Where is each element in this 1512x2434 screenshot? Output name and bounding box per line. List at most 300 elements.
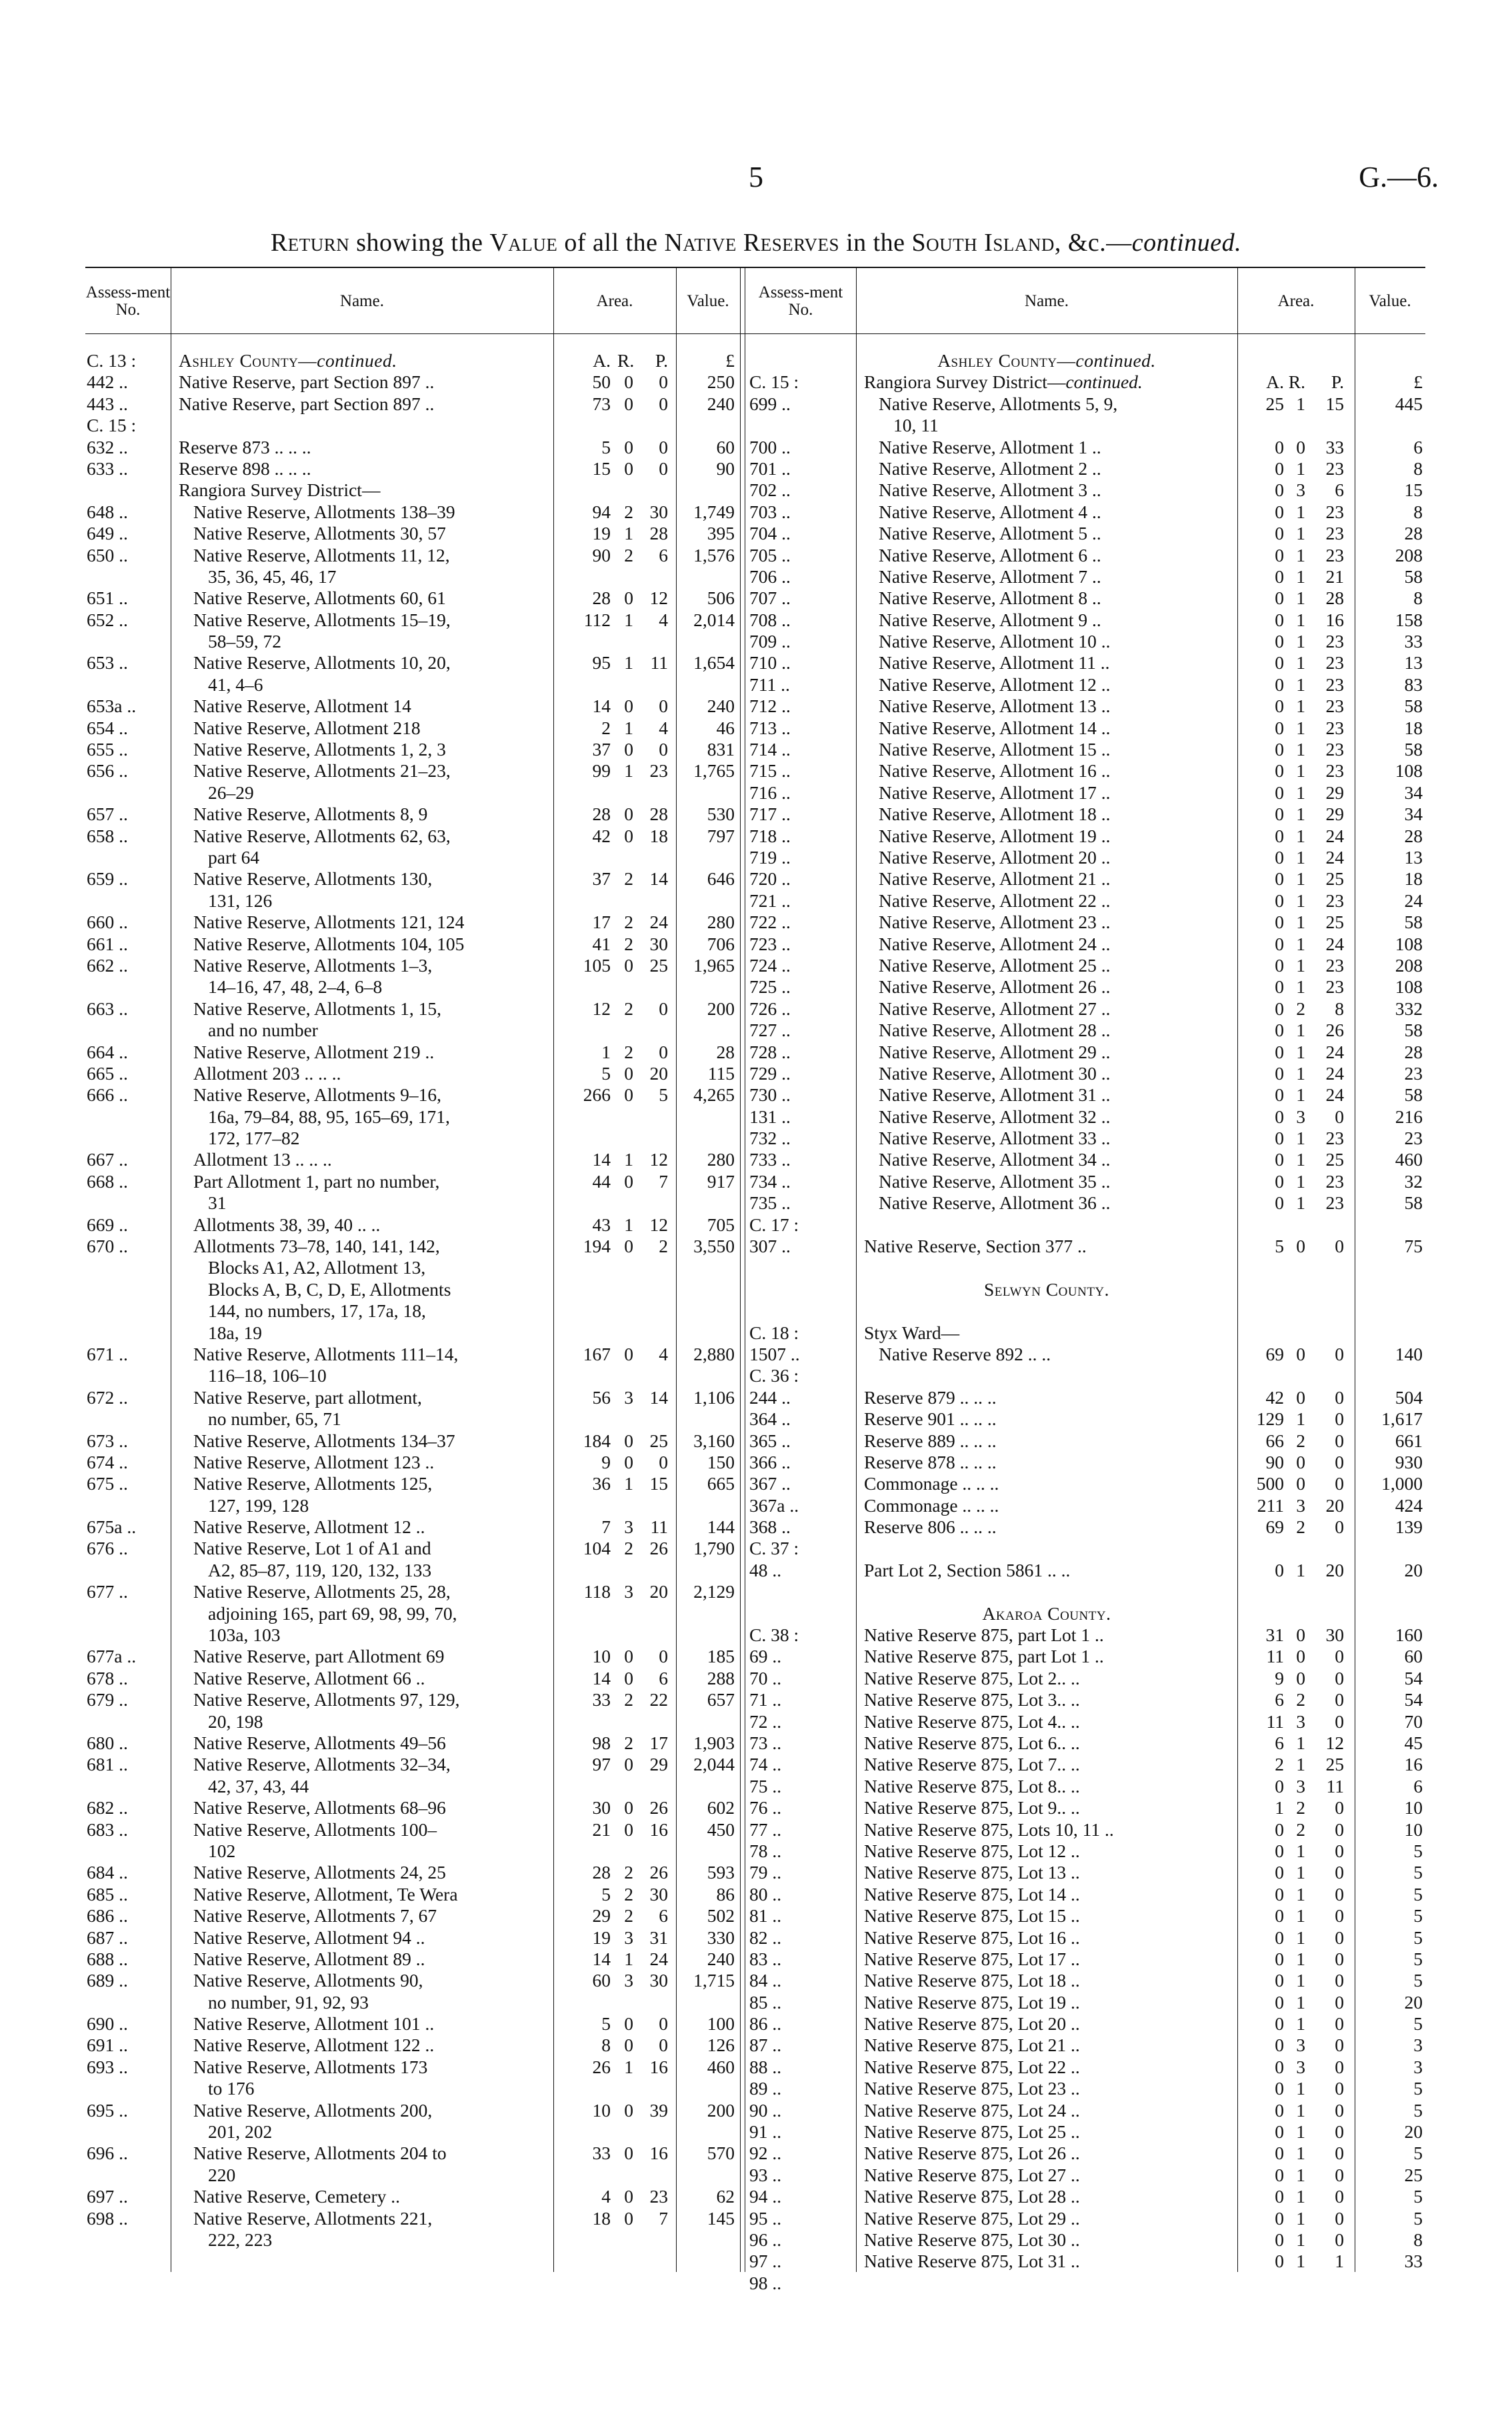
value-pounds: 332: [1395, 998, 1423, 1019]
area-acres: 0: [1275, 479, 1284, 501]
area-roods: 1: [1296, 739, 1305, 760]
assessment-number: 688 ..: [87, 1948, 128, 1969]
area-perches: 24: [649, 1948, 668, 1969]
reserve-name: Native Reserve, Allotment 122 ..: [193, 2035, 435, 2056]
area-acres: 0: [1275, 2207, 1284, 2229]
area-roods: 1: [1296, 717, 1305, 738]
area-perches: 0: [1335, 2186, 1344, 2207]
table-row: [0, 1214, 1512, 1236]
table-row: [0, 1841, 1512, 1862]
reserve-name: Native Reserve, Allotment 14 ..: [879, 717, 1111, 738]
reserve-name: 127, 199, 128: [208, 1494, 309, 1516]
reserve-name: Native Reserve, Allotments 7, 67: [193, 1905, 437, 1927]
area-perches: 0: [1335, 1343, 1344, 1364]
assessment-number: 675a ..: [87, 1516, 137, 1538]
area-roods: 1: [624, 1149, 633, 1170]
area-perches: 14: [649, 868, 668, 890]
area-acres: 0: [1275, 998, 1284, 1019]
area-acres: 37: [592, 739, 611, 760]
value-pounds: £: [725, 350, 735, 371]
area-perches: 0: [659, 998, 668, 1019]
value-pounds: 395: [707, 523, 735, 544]
left-header-value: Value.: [687, 292, 729, 310]
area-acres: 0: [1275, 2251, 1284, 2272]
reserve-name: Commonage .. .. ..: [864, 1473, 999, 1494]
area-roods: 0: [624, 371, 633, 393]
area-roods: 0: [1296, 1646, 1305, 1667]
reserve-name: Native Reserve, Allotment 5 ..: [879, 523, 1101, 544]
reserve-name: Native Reserve, part Allotment 69: [193, 1646, 445, 1667]
reserve-name: Native Reserve 875, Lot 20 ..: [864, 2013, 1080, 2035]
value-pounds: 5: [1413, 1862, 1423, 1883]
area-roods: 0: [624, 1797, 633, 1818]
area-perches: 30: [1325, 1624, 1344, 1646]
assessment-number: 733 ..: [749, 1149, 791, 1170]
reserve-name: 103a, 103: [208, 1624, 281, 1646]
reserve-name: Native Reserve 875, Lot 12 ..: [864, 1840, 1080, 1861]
reserve-name: Native Reserve, Allotments 200,: [193, 2099, 433, 2121]
left-header-area: Area.: [596, 292, 633, 310]
reserve-name: Native Reserve, Lot 1 of A1 and: [193, 1538, 431, 1559]
reserve-name: Native Reserve 875, Lot 24 ..: [864, 2099, 1080, 2121]
area-acres: 0: [1275, 1991, 1284, 2013]
table-row: [0, 696, 1512, 717]
reserve-name: Native Reserve, Allotment 32 ..: [879, 1106, 1111, 1127]
area-roods: 2: [624, 1732, 633, 1753]
value-pounds: 60: [716, 436, 735, 457]
assessment-number: 98 ..: [749, 2272, 782, 2293]
assessment-number: 664 ..: [87, 1041, 128, 1062]
reserve-name: Native Reserve, Allotment 11 ..: [879, 652, 1110, 674]
assessment-number: 712 ..: [749, 696, 791, 717]
assessment-number: 367a ..: [749, 1494, 799, 1516]
area-roods: 1: [1296, 1732, 1305, 1753]
value-pounds: 2,044: [693, 1754, 735, 1775]
assessment-number: 96 ..: [749, 2229, 782, 2250]
area-roods: 1: [1296, 868, 1305, 890]
area-roods: 1: [1296, 1192, 1305, 1214]
assessment-number: 661 ..: [87, 933, 128, 954]
reserve-name: Native Reserve, Allotment 24 ..: [879, 933, 1111, 954]
area-acres: 1: [1275, 1797, 1284, 1818]
area-perches: 25: [1325, 1754, 1344, 1775]
value-pounds: 1,576: [693, 544, 735, 565]
value-pounds: 3,160: [693, 1430, 735, 1451]
value-pounds: 58: [1404, 1192, 1423, 1214]
area-perches: 0: [1335, 1818, 1344, 1840]
table-row: [0, 652, 1512, 674]
area-acres: 28: [592, 804, 611, 825]
area-roods: 1: [1296, 2251, 1305, 2272]
table-row: [0, 1387, 1512, 1408]
area-perches: 23: [1325, 1170, 1344, 1192]
area-acres: 18: [592, 2207, 611, 2229]
table-row: [0, 934, 1512, 955]
value-pounds: 705: [707, 1214, 735, 1235]
area-acres: 0: [1275, 825, 1284, 846]
reserve-name: Native Reserve, Cemetery ..: [193, 2186, 401, 2207]
area-acres: 26: [592, 2056, 611, 2077]
assessment-number: 367 ..: [749, 1473, 791, 1494]
value-pounds: 86: [716, 1883, 735, 1905]
value-pounds: 831: [707, 739, 735, 760]
area-acres: 0: [1275, 501, 1284, 522]
area-roods: 2: [624, 933, 633, 954]
area-roods: 2: [624, 1862, 633, 1883]
assessment-number: 703 ..: [749, 501, 791, 522]
reserve-name: 144, no numbers, 17, 17a, 18,: [208, 1300, 426, 1322]
area-perches: 23: [1325, 674, 1344, 695]
area-perches: 20: [1325, 1559, 1344, 1580]
value-pounds: 58: [1404, 1020, 1423, 1041]
area-acres: 0: [1275, 2164, 1284, 2185]
area-acres: 5: [601, 436, 611, 457]
area-perches: 0: [1335, 1840, 1344, 1861]
area-acres: 15: [592, 457, 611, 479]
area-perches: 23: [1325, 544, 1344, 565]
area-perches: 0: [659, 436, 668, 457]
area-acres: 0: [1275, 1970, 1284, 1991]
area-acres: 0: [1275, 2186, 1284, 2207]
value-pounds: 1,965: [693, 954, 735, 976]
value-pounds: 13: [1404, 652, 1423, 674]
area-perches: 12: [649, 1149, 668, 1170]
table-row: [0, 2057, 1512, 2078]
left-header-assessment: Assess-ment No.: [85, 283, 171, 319]
area-roods: R.: [617, 350, 635, 371]
reserve-name: Native Reserve, Allotment 31 ..: [879, 1084, 1111, 1106]
area-roods: 1: [1296, 1084, 1305, 1106]
area-acres: 25: [1265, 393, 1284, 414]
assessment-number: 443 ..: [87, 393, 128, 414]
area-acres: 0: [1275, 717, 1284, 738]
area-acres: 9: [601, 1451, 611, 1472]
area-roods: 0: [624, 2207, 633, 2229]
area-perches: 24: [649, 912, 668, 933]
assessment-number: 82 ..: [749, 1927, 782, 1948]
table-row: [0, 1560, 1512, 1581]
area-perches: 0: [1335, 1689, 1344, 1710]
assessment-number: 76 ..: [749, 1797, 782, 1818]
area-acres: 0: [1275, 976, 1284, 998]
table-row: [0, 437, 1512, 458]
area-roods: 3: [1296, 2056, 1305, 2077]
reserve-name: 42, 37, 43, 44: [208, 1775, 309, 1796]
area-roods: 2: [624, 868, 633, 890]
reserve-name: Native Reserve 875, Lots 10, 11 ..: [864, 1818, 1114, 1840]
area-acres: 0: [1275, 1041, 1284, 1062]
reserve-name: and no number: [208, 1020, 318, 1041]
area-acres: 129: [1256, 1408, 1284, 1430]
assessment-number: 678 ..: [87, 1667, 128, 1688]
area-roods: 2: [1296, 1689, 1305, 1710]
area-roods: 2: [624, 1883, 633, 1905]
area-perches: 0: [1335, 2078, 1344, 2099]
area-roods: 2: [624, 1905, 633, 1927]
area-roods: 1: [1296, 1862, 1305, 1883]
table-row: [0, 998, 1512, 1020]
area-roods: 0: [1296, 1451, 1305, 1472]
area-acres: A.: [1266, 371, 1284, 393]
value-pounds: 6: [1413, 436, 1423, 457]
assessment-number: 676 ..: [87, 1538, 128, 1559]
value-pounds: 75: [1404, 1236, 1423, 1257]
area-perches: 11: [650, 1516, 668, 1538]
value-pounds: 930: [1395, 1451, 1423, 1472]
area-perches: 23: [1325, 976, 1344, 998]
value-pounds: 530: [707, 804, 735, 825]
area-roods: 1: [1296, 825, 1305, 846]
assessment-number: 705 ..: [749, 544, 791, 565]
reserve-name: Native Reserve, Allotment 33 ..: [879, 1128, 1111, 1149]
area-roods: 1: [1296, 1559, 1305, 1580]
table-row: [0, 1797, 1512, 1818]
assessment-number: C. 15 :: [87, 415, 137, 436]
table-row: [0, 415, 1512, 436]
area-roods: 1: [1296, 1754, 1305, 1775]
value-pounds: 58: [1404, 739, 1423, 760]
assessment-number: 734 ..: [749, 1170, 791, 1192]
table-row: [0, 545, 1512, 566]
area-acres: 0: [1275, 739, 1284, 760]
table-row: [0, 1430, 1512, 1452]
area-roods: 1: [624, 717, 633, 738]
area-acres: 0: [1275, 782, 1284, 803]
value-pounds: 6: [1413, 1775, 1423, 1796]
area-roods: 1: [624, 1214, 633, 1235]
table-row: [0, 1322, 1512, 1344]
area-acres: 5: [601, 1062, 611, 1084]
area-roods: 0: [1296, 1343, 1305, 1364]
area-acres: 17: [592, 912, 611, 933]
area-perches: 23: [1325, 717, 1344, 738]
table-row: [0, 1236, 1512, 1257]
area-roods: 1: [1296, 933, 1305, 954]
area-acres: 36: [592, 1473, 611, 1494]
area-perches: 28: [1325, 587, 1344, 609]
area-perches: 12: [1325, 1732, 1344, 1753]
area-acres: 33: [592, 2143, 611, 2164]
value-pounds: 34: [1404, 804, 1423, 825]
reserve-name: Native Reserve, Allotment 7 ..: [879, 565, 1101, 587]
value-pounds: 58: [1404, 912, 1423, 933]
area-acres: 14: [592, 1667, 611, 1688]
reserve-name: Native Reserve 875, part Lot 1 ..: [864, 1646, 1104, 1667]
area-perches: 0: [659, 2013, 668, 2035]
value-pounds: 108: [1395, 976, 1423, 998]
area-acres: 0: [1275, 544, 1284, 565]
area-roods: 1: [1296, 1840, 1305, 1861]
reserve-name: Native Reserve, Allotments 138–39: [193, 501, 455, 522]
area-roods: 0: [624, 2099, 633, 2121]
table-row: [0, 1344, 1512, 1365]
area-acres: 6: [1275, 1732, 1284, 1753]
area-roods: 1: [624, 1948, 633, 1969]
table-row: [0, 1452, 1512, 1473]
assessment-number: 695 ..: [87, 2099, 128, 2121]
area-perches: 29: [1325, 804, 1344, 825]
assessment-number: 699 ..: [749, 393, 791, 414]
table-row: [0, 718, 1512, 739]
reserve-name: Native Reserve, Allotment 18 ..: [879, 804, 1111, 825]
assessment-number: 83 ..: [749, 1948, 782, 1969]
value-pounds: 100: [707, 2013, 735, 2035]
value-pounds: 3: [1413, 2056, 1423, 2077]
area-roods: 0: [1296, 1473, 1305, 1494]
reserve-name: Native Reserve, Allotments 1, 15,: [193, 998, 441, 1019]
area-perches: 0: [1335, 1430, 1344, 1451]
value-pounds: 23: [1404, 1062, 1423, 1084]
assessment-number: C. 37 :: [749, 1538, 799, 1559]
area-acres: 0: [1275, 1862, 1284, 1883]
value-pounds: 424: [1395, 1494, 1423, 1516]
assessment-number: 365 ..: [749, 1430, 791, 1451]
reserve-name: Native Reserve, Allotments 10, 20,: [193, 652, 451, 674]
value-pounds: 3,550: [693, 1236, 735, 1257]
reserve-name: Allotment 203 .. .. ..: [193, 1062, 341, 1084]
value-pounds: 126: [707, 2035, 735, 2056]
assessment-number: C. 36 :: [749, 1365, 799, 1386]
value-pounds: 5: [1413, 2013, 1423, 2035]
area-perches: 7: [659, 2207, 668, 2229]
area-acres: 0: [1275, 760, 1284, 782]
area-acres: 0: [1275, 1170, 1284, 1192]
assessment-number: 709 ..: [749, 631, 791, 652]
table-row: [0, 826, 1512, 847]
area-roods: 1: [1296, 2099, 1305, 2121]
value-pounds: 460: [707, 2056, 735, 2077]
area-roods: 1: [624, 2056, 633, 2077]
area-perches: 31: [649, 1927, 668, 1948]
area-roods: 1: [1296, 544, 1305, 565]
reserve-name: Native Reserve, Allotments 49–56: [193, 1732, 446, 1753]
area-roods: R.: [1288, 371, 1305, 393]
assessment-number: 727 ..: [749, 1020, 791, 1041]
reserve-name: Part Allotment 1, part no number,: [193, 1170, 440, 1192]
reserve-name: Native Reserve, Allotments 121, 124: [193, 912, 465, 933]
assessment-number: 698 ..: [87, 2207, 128, 2229]
value-pounds: 23: [1404, 1128, 1423, 1149]
area-acres: 0: [1275, 2013, 1284, 2035]
area-perches: 0: [1335, 2013, 1344, 2035]
assessment-number: 724 ..: [749, 954, 791, 976]
assessment-number: 679 ..: [87, 1689, 128, 1710]
value-pounds: 1,765: [693, 760, 735, 782]
reserve-name: Native Reserve, Allotment 10 ..: [879, 631, 1111, 652]
area-roods: 0: [1296, 436, 1305, 457]
reserve-name: Native Reserve, Allotment 6 ..: [879, 544, 1101, 565]
reserve-name: Native Reserve, Allotment 36 ..: [879, 1192, 1111, 1214]
area-roods: 1: [1296, 501, 1305, 522]
assessment-number: 71 ..: [749, 1689, 782, 1710]
assessment-number: 657 ..: [87, 804, 128, 825]
area-perches: 0: [659, 696, 668, 717]
table-row: [0, 1949, 1512, 1970]
reserve-name: Rangiora Survey District—continued.: [864, 371, 1143, 393]
area-roods: 1: [1296, 804, 1305, 825]
value-pounds: 54: [1404, 1667, 1423, 1688]
area-perches: 25: [649, 1430, 668, 1451]
area-perches: 11: [1326, 1775, 1344, 1796]
assessment-number: 667 ..: [87, 1149, 128, 1170]
assessment-number: 1507 ..: [749, 1343, 800, 1364]
assessment-number: 721 ..: [749, 890, 791, 911]
area-perches: 0: [1335, 2143, 1344, 2164]
value-pounds: 15: [1404, 479, 1423, 501]
table-row: [0, 2273, 1512, 2294]
assessment-number: 648 ..: [87, 501, 128, 522]
title-word-value: Value: [489, 229, 558, 257]
reserve-name: Native Reserve, Allotments 25, 28,: [193, 1581, 451, 1602]
assessment-number: 717 ..: [749, 804, 791, 825]
title-word-native-reserves: Native Reserves: [664, 229, 840, 257]
assessment-number: 685 ..: [87, 1883, 128, 1905]
area-acres: 28: [592, 587, 611, 609]
assessment-number: 666 ..: [87, 1084, 128, 1106]
area-acres: 184: [583, 1430, 611, 1451]
area-perches: 0: [1335, 1991, 1344, 2013]
assessment-number: 719 ..: [749, 846, 791, 868]
value-pounds: 646: [707, 868, 735, 890]
area-perches: 16: [649, 2056, 668, 2077]
value-pounds: 24: [1404, 890, 1423, 911]
area-roods: 1: [1296, 976, 1305, 998]
assessment-number: 728 ..: [749, 1041, 791, 1062]
area-acres: A.: [593, 350, 611, 371]
area-roods: 0: [1296, 1624, 1305, 1646]
area-roods: 1: [1296, 587, 1305, 609]
reserve-name: Styx Ward—: [864, 1322, 960, 1343]
table-row: [0, 1300, 1512, 1322]
value-pounds: 5: [1413, 1927, 1423, 1948]
table-row: [0, 847, 1512, 868]
value-pounds: 1,106: [693, 1386, 735, 1408]
reserve-name: Native Reserve, Allotments 24, 25: [193, 1862, 446, 1883]
area-perches: 23: [1325, 739, 1344, 760]
area-perches: 15: [649, 1473, 668, 1494]
value-pounds: 62: [716, 2186, 735, 2207]
area-roods: 0: [624, 457, 633, 479]
area-roods: 2: [1296, 1818, 1305, 1840]
reserve-name: Native Reserve, Section 377 ..: [864, 1236, 1087, 1257]
value-pounds: 5: [1413, 1905, 1423, 1927]
reserve-name: Native Reserve, Allotment 2 ..: [879, 457, 1101, 479]
assessment-number: 672 ..: [87, 1386, 128, 1408]
assessment-number: 690 ..: [87, 2013, 128, 2035]
area-acres: 94: [592, 501, 611, 522]
assessment-number: 88 ..: [749, 2056, 782, 2077]
area-acres: 0: [1275, 1927, 1284, 1948]
value-pounds: 1,654: [693, 652, 735, 674]
area-roods: 0: [624, 2143, 633, 2164]
area-acres: 21: [592, 1818, 611, 1840]
area-acres: 0: [1275, 1128, 1284, 1149]
assessment-number: 79 ..: [749, 1862, 782, 1883]
assessment-number: 651 ..: [87, 587, 128, 609]
area-acres: 19: [592, 523, 611, 544]
area-perches: 24: [1325, 1062, 1344, 1084]
area-perches: 16: [649, 1818, 668, 1840]
area-roods: 3: [624, 1386, 633, 1408]
area-acres: 12: [592, 998, 611, 1019]
area-perches: 0: [1335, 1905, 1344, 1927]
reserve-name: adjoining 165, part 69, 98, 99, 70,: [208, 1602, 457, 1624]
area-perches: 23: [1325, 760, 1344, 782]
table-row: [0, 1042, 1512, 1063]
reserve-name: Native Reserve, Allotment 21 ..: [879, 868, 1111, 890]
assessment-number: 90 ..: [749, 2099, 782, 2121]
area-acres: 0: [1275, 1149, 1284, 1170]
